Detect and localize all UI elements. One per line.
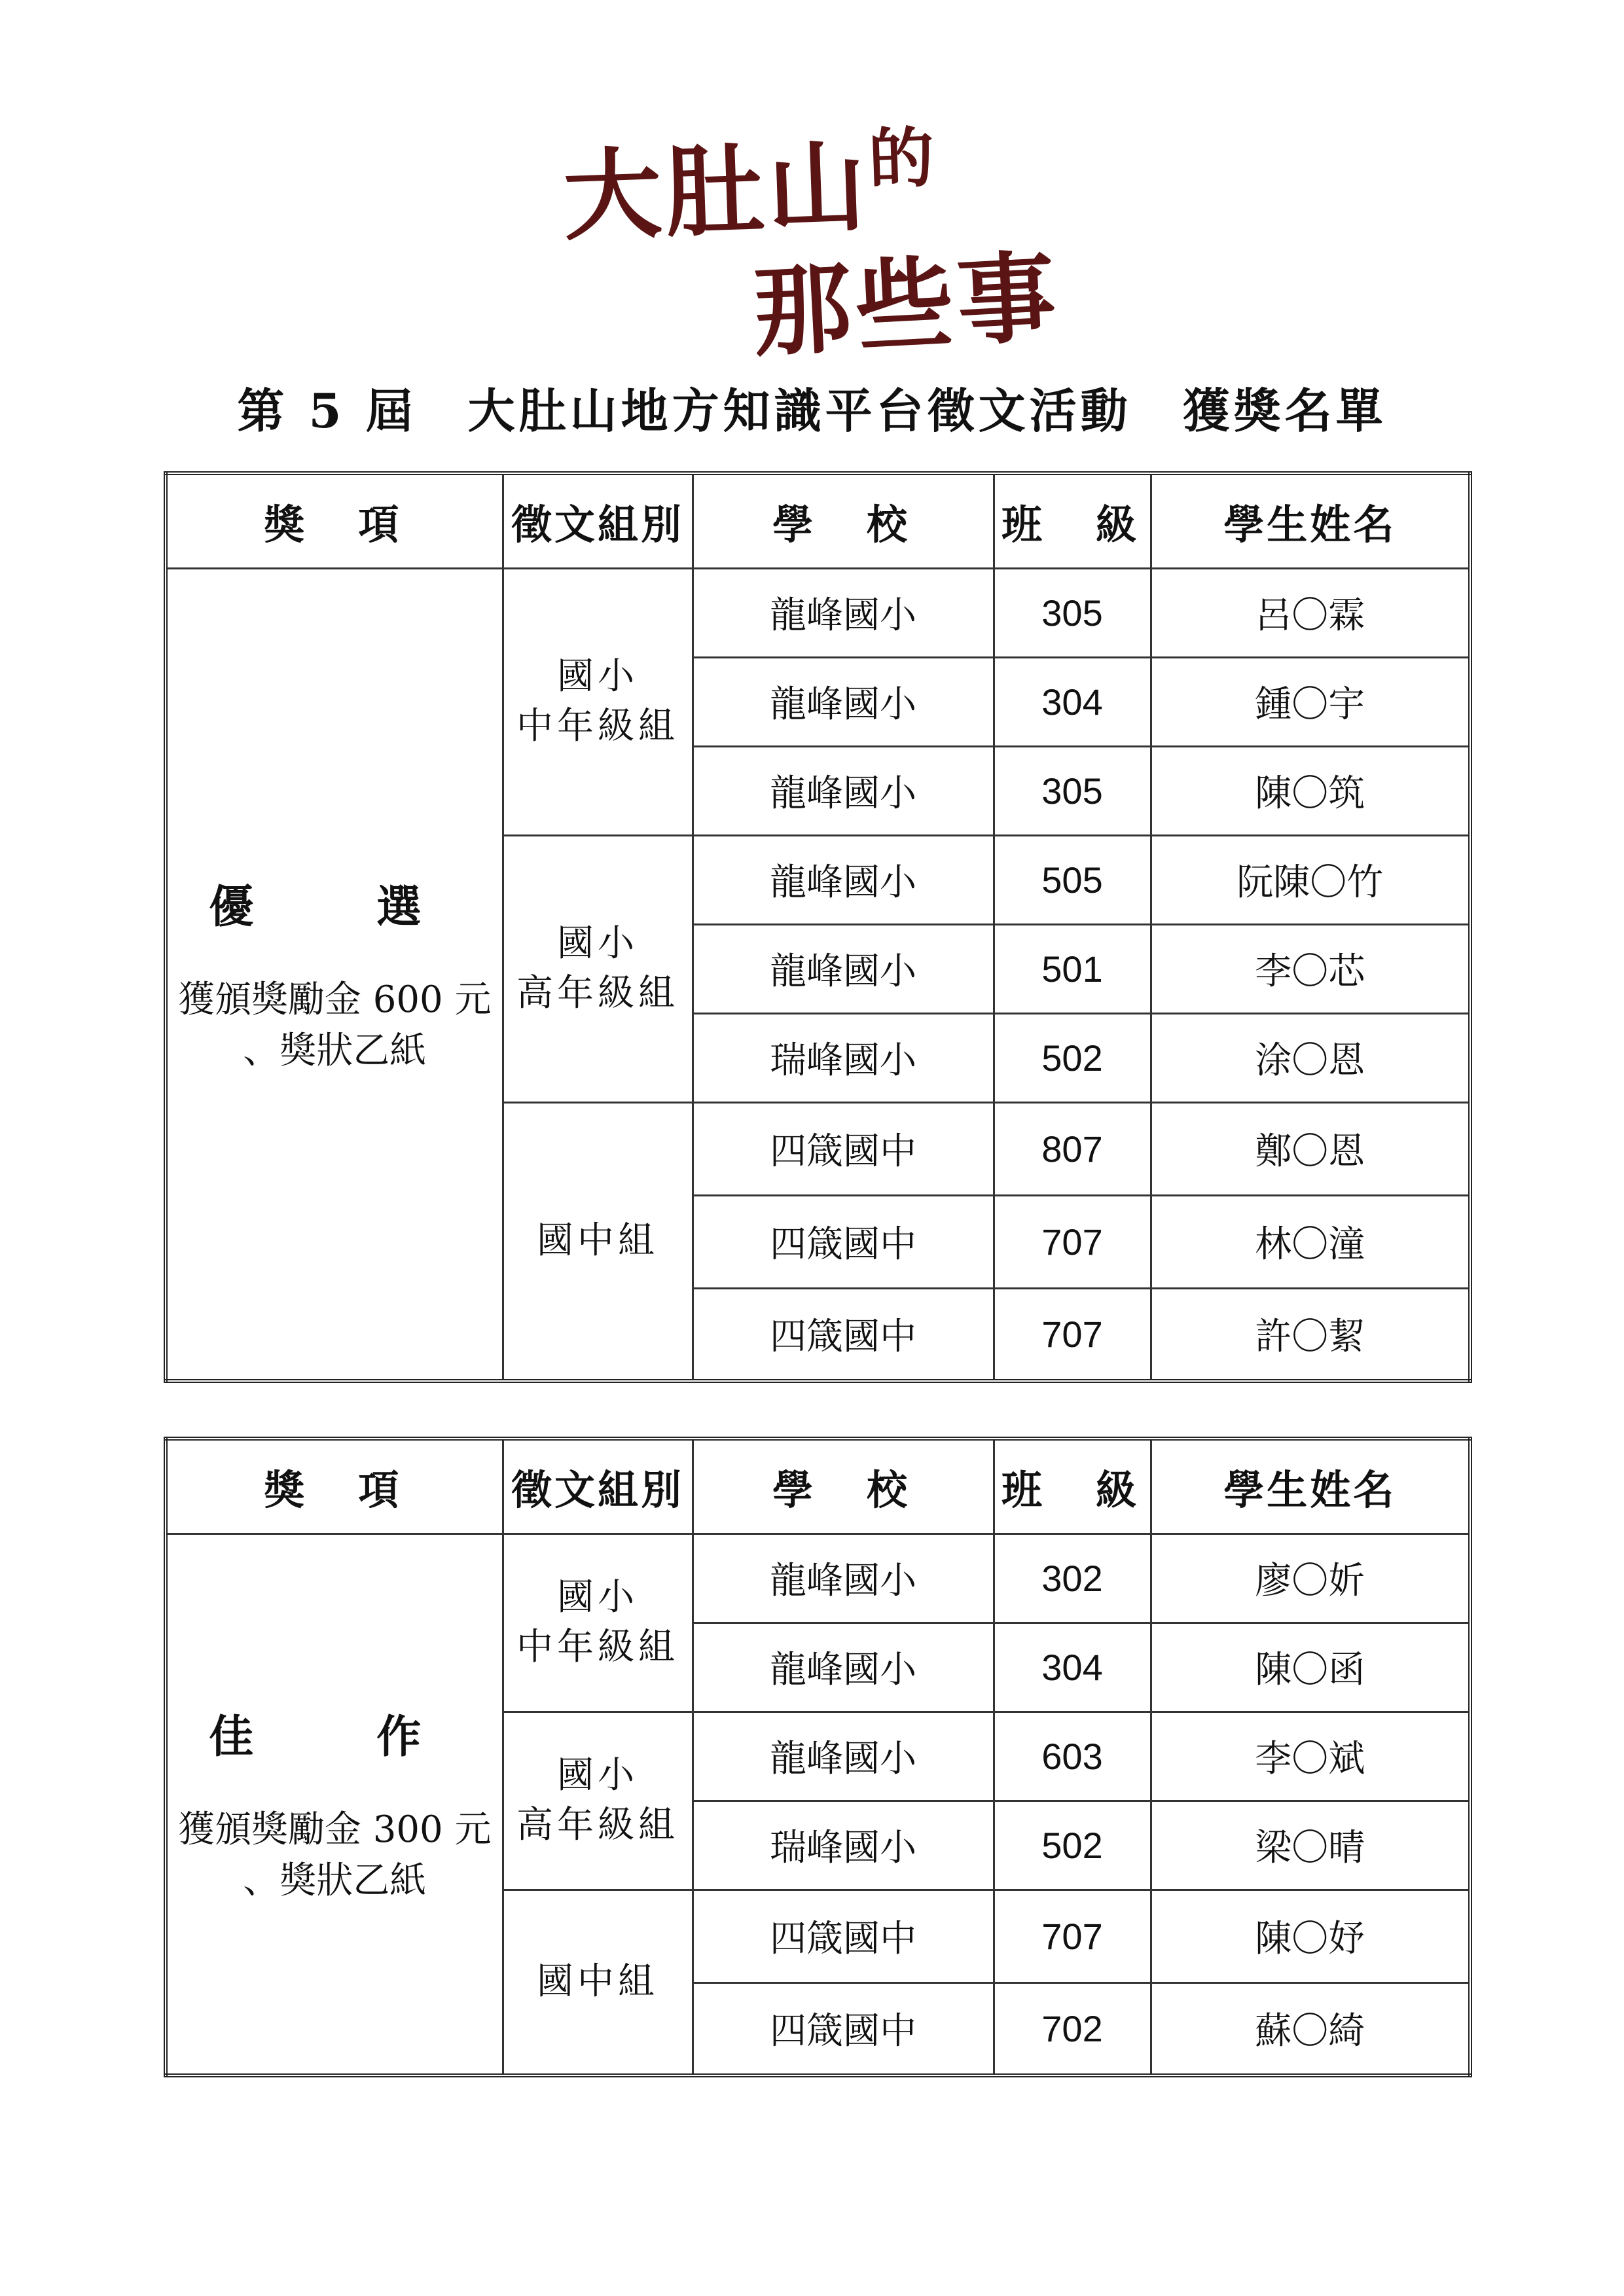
honorable-mention-table	[164, 1437, 1472, 2077]
student-name-cell: 陳〇妤	[1151, 1890, 1470, 1982]
class-cell: 305	[994, 568, 1151, 657]
header-school: 學 校	[693, 473, 994, 568]
header-prize: 獎 項	[166, 473, 503, 568]
page-title: 第 5 屆 大肚山地方知識平台徵文活動 獲獎名單	[237, 383, 1387, 439]
prize-description: 獲頒獎勵金 600 元 、獎狀乙紙	[178, 978, 492, 1072]
student-name-cell: 鄭〇恩	[1151, 1102, 1470, 1195]
class-cell: 707	[994, 1195, 1151, 1288]
class-cell: 603	[994, 1712, 1151, 1801]
school-cell: 龍峰國小	[693, 1623, 994, 1712]
student-name-cell: 阮陳〇竹	[1151, 835, 1470, 924]
table-row	[166, 568, 1470, 657]
class-cell: 305	[994, 746, 1151, 835]
school-cell: 四箴國中	[693, 1195, 994, 1288]
group-cell: 國中組	[503, 1890, 693, 2075]
school-cell: 龍峰國小	[693, 657, 994, 746]
student-name-cell: 涂〇恩	[1151, 1013, 1470, 1102]
class-cell: 707	[994, 1890, 1151, 1982]
prize-cell	[166, 568, 503, 1381]
student-name-cell: 李〇斌	[1151, 1712, 1470, 1801]
header-school: 學 校	[693, 1439, 994, 1534]
header-class: 班 級	[994, 473, 1151, 568]
school-cell: 龍峰國小	[693, 1534, 994, 1623]
school-cell: 瑞峰國小	[693, 1801, 994, 1890]
student-name-cell: 蘇〇綺	[1151, 1982, 1470, 2075]
school-cell: 四箴國中	[693, 1102, 994, 1195]
student-name-cell: 鍾〇宇	[1151, 657, 1470, 746]
student-name-cell: 陳〇函	[1151, 1623, 1470, 1712]
class-cell: 505	[994, 835, 1151, 924]
student-name-cell: 陳〇筑	[1151, 746, 1470, 835]
student-name-cell: 李〇芯	[1151, 924, 1470, 1013]
header-student-name: 學生姓名	[1151, 473, 1470, 568]
header-group: 徵文組別	[503, 1439, 693, 1534]
school-cell: 瑞峰國小	[693, 1013, 994, 1102]
school-cell: 龍峰國小	[693, 924, 994, 1013]
header-prize: 獎 項	[166, 1439, 503, 1534]
school-cell: 四箴國中	[693, 1288, 994, 1381]
student-name-cell: 林〇潼	[1151, 1195, 1470, 1288]
school-cell: 四箴國中	[693, 1982, 994, 2075]
school-cell: 龍峰國小	[693, 835, 994, 924]
school-cell: 龍峰國小	[693, 1712, 994, 1801]
table-row	[166, 1534, 1470, 1623]
student-name-cell: 梁〇晴	[1151, 1801, 1470, 1890]
group-cell: 國小 高年級組	[503, 1712, 693, 1890]
student-name-cell: 呂〇霖	[1151, 568, 1470, 657]
prize-description: 獲頒獎勵金 300 元 、獎狀乙紙	[178, 1808, 492, 1902]
logo-line-2: 那些事	[750, 239, 1062, 371]
student-name-cell: 許〇絜	[1151, 1288, 1470, 1381]
prize-name: 佳 作	[209, 1710, 461, 1763]
class-cell: 807	[994, 1102, 1151, 1195]
group-cell: 國小 中年級組	[503, 1534, 693, 1712]
class-cell: 304	[994, 1623, 1151, 1712]
group-cell: 國中組	[503, 1102, 693, 1381]
logo-line-1: 大肚山$^的$	[561, 118, 939, 255]
student-name-cell: 廖〇妡	[1151, 1534, 1470, 1623]
group-cell: 國小 中年級組	[503, 568, 693, 835]
table-header-row	[166, 473, 1470, 568]
prize-cell	[166, 1534, 503, 2075]
class-cell: 707	[994, 1288, 1151, 1381]
merit-award-table	[164, 471, 1472, 1383]
class-cell: 502	[994, 1013, 1151, 1102]
event-logo	[561, 111, 1087, 371]
school-cell: 龍峰國小	[693, 746, 994, 835]
class-cell: 302	[994, 1534, 1151, 1623]
table-header-row	[166, 1439, 1470, 1534]
school-cell: 龍峰國小	[693, 568, 994, 657]
header-class: 班 級	[994, 1439, 1151, 1534]
class-cell: 502	[994, 1801, 1151, 1890]
class-cell: 702	[994, 1982, 1151, 2075]
header-group: 徵文組別	[503, 473, 693, 568]
school-cell: 四箴國中	[693, 1890, 994, 1982]
header-student-name: 學生姓名	[1151, 1439, 1470, 1534]
class-cell: 501	[994, 924, 1151, 1013]
prize-name: 優 選	[209, 880, 461, 933]
group-cell: 國小 高年級組	[503, 835, 693, 1102]
class-cell: 304	[994, 657, 1151, 746]
